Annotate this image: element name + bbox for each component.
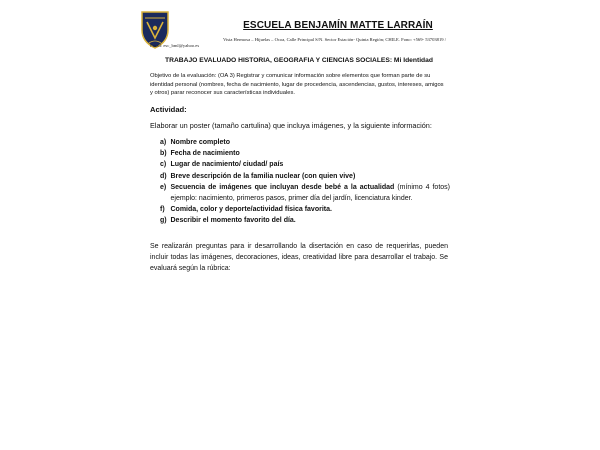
list-item-text: Comida, color y deporte/actividad física favorita. — [170, 206, 332, 214]
closing-paragraph: Se realizarán preguntas para ir desarrollando la disertación en caso de requerirlas, pueden incluir todas las imágenes, decoraciones, ideas, creatividad libre para desarrollar el trabajo. Se evaluará según la rúbrica: — [150, 243, 448, 273]
objective-paragraph: Objetivo de la evaluación: (OA 3) Registrar y comunicar información sobre elementos que forman parte de su identidad personal (nombres, fecha de nacimiento, lugar de procedencia, ascendencias, gustos, intereses, amigos y otros) parar reconocer sus características individuales. — [150, 73, 444, 97]
list-item-text: Fecha de nacimiento — [170, 150, 240, 158]
list-item-text: Secuencia de imágenes que incluyan desde bebé a la actualidad — [170, 183, 395, 191]
list-item-text: Lugar de nacimiento/ ciudad/ país — [170, 161, 284, 169]
address-line: Vista Hermosa – Hijuelas – Ocoa, Calle Principal S/N. Sector Estación- Quinta Región; CHILE. Fono: +569- 53703819 / — [222, 37, 446, 42]
document-title: TRABAJO EVALUADO HISTORIA, GEOGRAFIA Y CIENCIAS SOCIALES: Mi Identidad — [165, 57, 433, 64]
school-name: ESCUELA BENJAMÍN MATTE LARRAÍN — [243, 20, 433, 31]
list-item-text: Nombre completo — [170, 139, 231, 146]
email-line: Email: esc_bml@yahoo.es — [150, 43, 200, 49]
list-item — [160, 159, 450, 170]
list-marker: d) — [160, 172, 167, 180]
list-item-text: Breve descripción de la familia nuclear (con quien vive) — [170, 172, 356, 180]
intro-paragraph: Elaborar un poster (tamaño cartulina) que incluya imágenes, y la siguiente información: — [150, 121, 432, 130]
list-item — [160, 171, 450, 182]
requirements-list — [160, 137, 450, 227]
activity-heading: Actividad: — [150, 105, 187, 114]
list-item — [160, 148, 450, 159]
list-item — [160, 204, 450, 215]
list-item-detail: (mínimo 4 fotos) ejemplo: nacimiento, primeros pasos, primer día del jardín, licenciatura kinder. — [170, 183, 450, 203]
list-marker: a) — [160, 139, 167, 146]
list-marker: b) — [160, 150, 167, 158]
school-address — [150, 37, 446, 50]
list-marker: c) — [160, 161, 167, 169]
list-marker: e) — [160, 183, 167, 191]
list-item-text: Describir el momento favorito del día. — [170, 217, 296, 225]
list-marker: f) — [160, 206, 165, 214]
list-item — [160, 215, 450, 226]
list-marker: g) — [160, 217, 167, 225]
list-item — [160, 182, 450, 204]
list-item — [160, 137, 450, 148]
list-item-body — [171, 182, 451, 204]
